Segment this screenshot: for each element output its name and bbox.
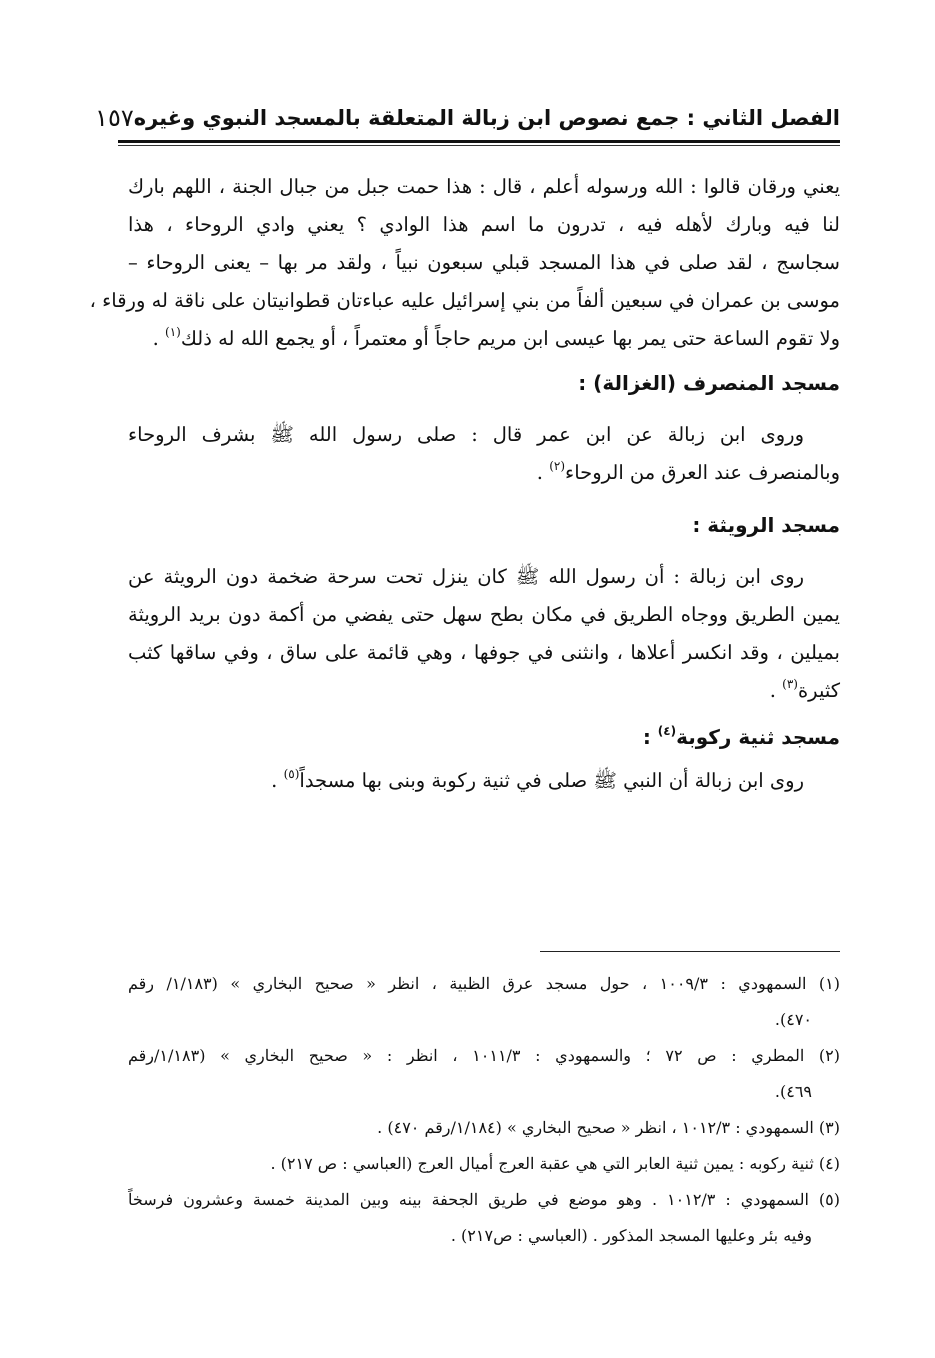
text-line: موسى بن عمران في سبعين ألفاً من بني إسرائيل عليه عباءتان قطوانيتان على ناقة له ورقاء ، [89,289,840,312]
footnote-line: ٤٦٩). [774,1082,812,1101]
text-end: . [536,461,550,484]
text-line: سجاسج ، لقد صلى في هذا المسجد قبلي سبعون نبياً ، ولقد مر بها – يعنى الروحاء – [128,251,840,274]
heading-masjid-ruwaytha: مسجد الرويثة : [692,513,840,537]
footnote-text: ثنية ركوبه : يمين ثنية العابر التي هي عقبة العرج أميال العرج (العباسي : ص ٢١٧) . [270,1154,814,1173]
footnote-line: وفيه بئر وعليها المسجد المذكور . (العباسي : ص٢١٧) . [450,1226,812,1245]
footnote-number: (٣) [818,1118,840,1137]
text-span: ولا تقوم الساعة حتى يمر بها عيسى ابن مريم حاجاً أو معتمراً ، أو يجمع الله له ذلك [180,327,840,350]
text-line [128,320,840,358]
heading-masjid-munsaraf: مسجد المنصرف (الغزالة) : [578,371,840,395]
footnote-line [128,1182,840,1218]
footnote-number: (٢) [818,1046,840,1065]
header-rule-thin [118,145,840,146]
footnote-3 [128,1110,840,1146]
footnote-text: السمهودي : ١٠٠٩/٣ ، حول مسجد عرق الظبية ، انظر « صحيح البخاري » (١/١٨٣/ رقم [128,974,807,993]
footnote-line: ٤٧٠). [774,1010,812,1029]
footnote-number: (١) [818,974,841,993]
footnote-line [128,966,840,1002]
heading-text: مسجد ثنية ركوبة [676,725,840,749]
paragraph-wadi-rawha [89,168,840,358]
text-line: يعني ورقان قالوا : الله ورسوله أعلم ، قال : هذا حمت جبل من جبال الجنة ، اللهم بارك [128,175,840,198]
footnote-line [128,1146,840,1182]
footnote-line [128,1038,840,1074]
paragraph-masjid-ruwaytha [128,558,840,710]
text-end: . [152,327,166,350]
text-line: روى ابن زبالة : أن رسول الله ﷺ كان ينزل تحت سرحة ضخمة دون الرويثة عن [128,565,804,588]
text-span: روى ابن زبالة أن النبي ﷺ صلى في ثنية ركوبة وبنى بها مسجداً [299,769,804,792]
footnote-number: (٤) [818,1154,840,1173]
text-end: . [271,769,284,792]
footnote-line [128,1110,840,1146]
text-line [128,454,840,492]
text-span: وبالمنصرف عند العرق من الروحاء [565,461,840,484]
footnote-number: (٥) [818,1190,840,1209]
paragraph-masjid-thaniyyat-rakuba [128,762,840,800]
text-line [128,672,840,710]
page-number: ١٥٧ [95,104,134,132]
footnote-separator [540,951,840,952]
footnote-1 [128,966,840,1038]
text-line [128,762,840,800]
heading-end: : [642,725,658,749]
footnote-ref-1[interactable]: (١) [165,325,181,339]
running-header [95,100,840,136]
footnote-text: السمهودي : ١٠١٢/٣ ، انظر « صحيح البخاري » (١/١٨٤/رقم ٤٧٠) . [377,1118,814,1137]
footnote-ref-5[interactable]: (٥) [283,767,300,781]
footnote-4 [128,1146,840,1182]
paragraph-masjid-munsaraf [128,416,840,492]
text-end: . [769,679,783,702]
footnote-ref-2[interactable]: (٢) [549,459,566,473]
text-line: بميلين ، وقد انكسر أعلاها ، وانثنى في جوفها ، وهي قائمة على ساق ، وفي ساقها كثب [128,641,840,664]
footnote-ref-3[interactable]: (٣) [782,677,798,691]
footnote-ref-4[interactable]: (٤) [657,724,677,738]
header-rule-thick [118,140,840,143]
footnote-2 [128,1038,840,1110]
text-line: لنا فيه وبارك لأهله فيه ، تدرون ما اسم هذا الوادي ؟ يعني وادي الروحاء ، هذا [128,213,840,236]
heading-masjid-thaniyyat-rakuba [128,718,840,756]
text-line: وروى ابن زبالة عن ابن عمر قال : صلى رسول الله ﷺ بشرف الروحاء [128,423,804,446]
text-line: يمين الطريق ووجاه الطريق في مكان بطح سهل حتى يفضي من أكمة دون بريد الرويثة [128,603,840,626]
footnote-5 [128,1182,840,1254]
main-text [89,168,840,800]
footnote-text: المطري : ص ٧٢ ؛ والسمهودي : ١٠١١/٣ ، انظر : « صحيح البخاري » (١/١٨٣/رقم [128,1046,805,1065]
footnote-text: السمهودي : ١٠١٢/٣ . وهو موضع في طريق الجحفة بينه وبين المدينة خمسة وعشرون فرسخاً [128,1190,809,1209]
chapter-title: الفصل الثاني : جمع نصوص ابن زبالة المتعلقة بالمسجد النبوي وغيره [133,106,840,130]
text-span: كثيرة [797,679,840,702]
footnotes [128,966,840,1254]
